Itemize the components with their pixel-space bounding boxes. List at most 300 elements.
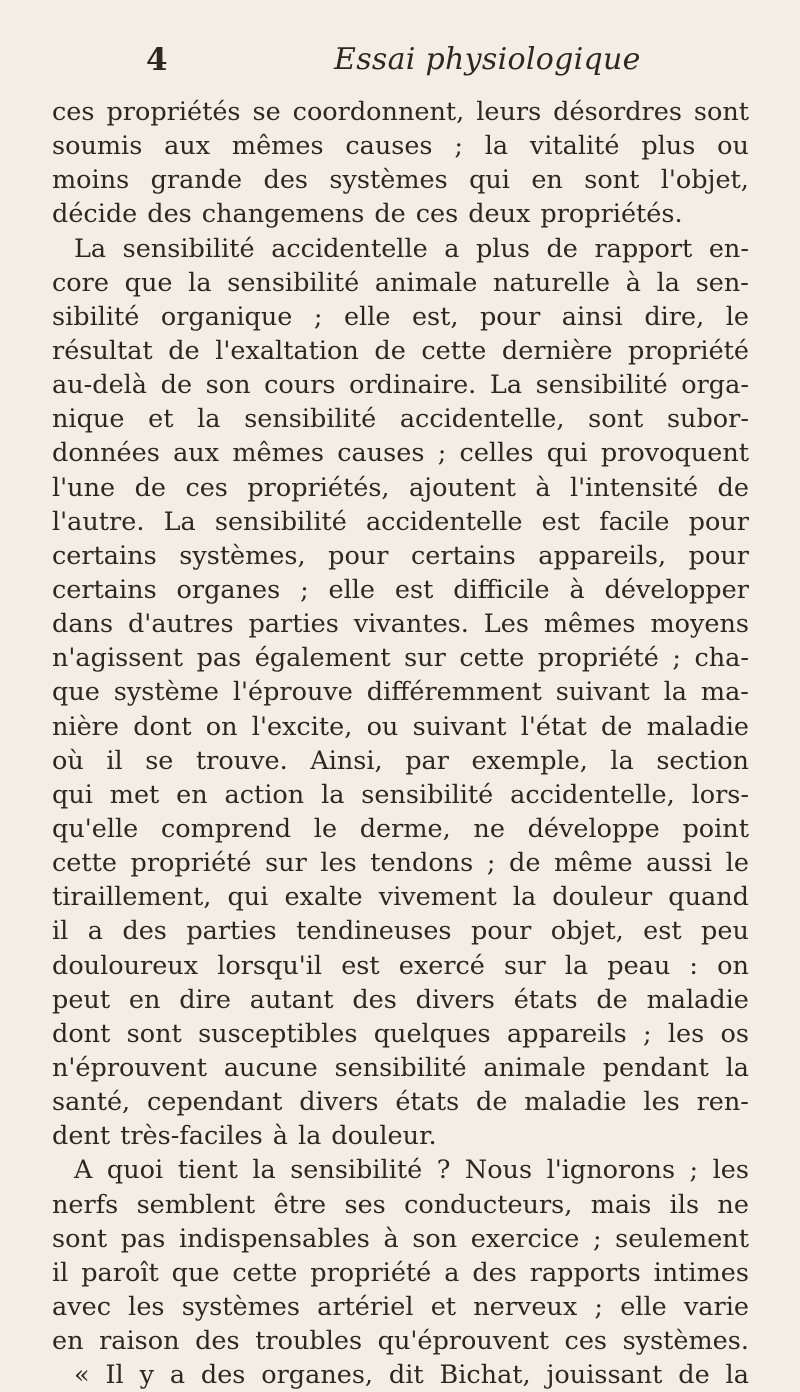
text-line xyxy=(52,914,749,948)
word: ; xyxy=(313,301,323,332)
word: des xyxy=(147,199,192,230)
word: derme, xyxy=(359,813,451,844)
text-line xyxy=(52,880,749,914)
word: sensibilité xyxy=(227,267,360,298)
word: paroît xyxy=(81,1257,159,1288)
word: leurs xyxy=(476,97,542,127)
word: ; xyxy=(486,848,496,879)
word: ne xyxy=(473,813,505,844)
word: qui xyxy=(546,438,588,469)
word: la xyxy=(656,267,680,298)
word: sur xyxy=(265,848,307,879)
word: peut xyxy=(52,984,111,1015)
word: ne xyxy=(717,1189,749,1220)
text-line xyxy=(52,675,749,709)
text-line xyxy=(52,573,749,607)
word: celles xyxy=(459,438,534,469)
word: orga- xyxy=(681,370,749,401)
word: plus xyxy=(475,233,530,264)
word: douloureux xyxy=(52,950,199,981)
word: son xyxy=(205,370,251,401)
word: cependant xyxy=(146,1087,283,1118)
word: l'objet, xyxy=(660,165,749,196)
word: ajoutent xyxy=(408,472,516,503)
word: systèmes, xyxy=(179,540,306,571)
word: est xyxy=(643,916,682,947)
word: la xyxy=(512,882,537,913)
word: également xyxy=(254,643,391,674)
word: exalte xyxy=(284,882,363,913)
word: la xyxy=(252,1155,276,1186)
word: ces xyxy=(185,472,228,503)
word: il xyxy=(106,745,123,776)
word: cette xyxy=(459,643,525,674)
word: exercice xyxy=(470,1223,580,1254)
word: lors- xyxy=(691,779,749,810)
word: mêmes xyxy=(231,131,324,162)
word: ma- xyxy=(700,677,749,708)
word: divers xyxy=(299,1087,379,1118)
word: à xyxy=(535,472,551,503)
text-line xyxy=(52,1153,749,1187)
word: d'autres xyxy=(127,609,234,640)
word: parties xyxy=(248,609,339,640)
word: core xyxy=(52,267,109,298)
text-line xyxy=(52,197,749,231)
word: douleur xyxy=(552,882,653,913)
word: vitalité xyxy=(529,131,620,162)
word: pour xyxy=(688,540,749,571)
word: ainsi xyxy=(561,301,623,332)
text-line xyxy=(52,949,749,983)
word: se xyxy=(145,745,174,776)
word: de xyxy=(134,472,166,503)
word: on xyxy=(205,711,238,742)
text-line xyxy=(52,641,749,675)
text-line xyxy=(52,1085,749,1119)
word: divers xyxy=(415,984,495,1015)
word: est xyxy=(394,574,434,605)
word: la xyxy=(663,677,688,708)
word: sont xyxy=(126,1018,182,1049)
word: causes xyxy=(345,131,433,162)
word: qui xyxy=(469,165,510,196)
text-line xyxy=(52,607,749,641)
word: point xyxy=(682,813,749,844)
word: La xyxy=(74,233,107,264)
word: propriétés xyxy=(106,97,241,127)
word: systèmes xyxy=(329,165,448,196)
word: causes xyxy=(337,438,425,469)
word: être xyxy=(273,1189,327,1220)
word: pour xyxy=(328,540,389,571)
word: propriétés, xyxy=(247,472,390,503)
word: ou xyxy=(717,131,749,162)
word: sen- xyxy=(695,267,749,298)
word: ces xyxy=(52,97,95,127)
word: développe xyxy=(527,813,660,844)
word: sont xyxy=(52,1223,108,1254)
text-line xyxy=(52,368,749,402)
word: la xyxy=(297,1121,322,1152)
word: rapport xyxy=(594,233,693,264)
word: la xyxy=(321,779,345,810)
word: ; xyxy=(437,438,447,469)
word: nerfs xyxy=(52,1189,119,1220)
word: à xyxy=(272,1121,288,1152)
word: conducteurs, xyxy=(404,1189,573,1220)
word: mêmes xyxy=(232,438,324,469)
word: aux xyxy=(173,438,220,469)
word: l'état xyxy=(520,711,587,742)
word: suivant xyxy=(412,711,507,742)
word: vivantes. xyxy=(353,609,469,640)
word: pour xyxy=(470,916,532,947)
running-head xyxy=(0,40,800,80)
word: tiraillement, xyxy=(52,882,212,913)
word: qui xyxy=(227,882,269,913)
word: à xyxy=(625,267,641,298)
word: résultat xyxy=(52,335,153,366)
word: ; xyxy=(300,574,309,605)
word: le xyxy=(725,301,749,332)
word: propriété xyxy=(310,1257,432,1288)
word: par xyxy=(405,745,449,776)
word: qu'éprouvent xyxy=(377,1326,549,1357)
word: que xyxy=(171,1257,220,1288)
word: développer xyxy=(604,574,749,605)
word: l'intensité xyxy=(569,472,699,503)
word: l'éprouve xyxy=(232,677,353,708)
word: appareils xyxy=(506,1018,627,1049)
word: elle xyxy=(343,301,391,332)
word: a xyxy=(87,916,103,947)
text-line xyxy=(52,1051,749,1085)
text-line xyxy=(52,744,749,778)
text-line xyxy=(52,163,749,197)
word: douleur. xyxy=(331,1121,437,1152)
word: ; xyxy=(594,1291,604,1322)
word: l'ignorons xyxy=(546,1155,676,1186)
text-line xyxy=(52,266,749,300)
word: Il xyxy=(105,1360,124,1391)
word: dit xyxy=(388,1360,424,1391)
word: et xyxy=(148,404,174,435)
word: cours xyxy=(264,370,336,401)
word: animale xyxy=(374,267,478,298)
word: changemens xyxy=(201,199,365,230)
word: la xyxy=(610,745,634,776)
word: intimes xyxy=(653,1257,749,1288)
word: ; xyxy=(592,1223,602,1254)
word: sensibilité xyxy=(334,1052,467,1083)
word: pour xyxy=(479,301,541,332)
word: accidentelle xyxy=(271,233,428,264)
word: les xyxy=(128,1291,165,1322)
word: a xyxy=(444,1257,460,1288)
text-line xyxy=(52,505,749,539)
word: sensibilité xyxy=(122,233,255,264)
text-line xyxy=(52,232,749,266)
word: sensibilité xyxy=(214,506,347,537)
word: les xyxy=(643,1087,680,1118)
word: aucune xyxy=(223,1052,318,1083)
word: appareils, xyxy=(538,540,667,571)
word: sont xyxy=(693,97,749,127)
word: de xyxy=(476,1087,508,1118)
word: ? xyxy=(436,1155,451,1186)
word: sensibilité xyxy=(244,404,377,435)
word: maladie xyxy=(646,984,749,1015)
word: avec xyxy=(52,1291,111,1322)
word: certains xyxy=(52,540,157,571)
word: au-delà xyxy=(52,370,148,401)
word: des xyxy=(122,916,167,947)
word: que xyxy=(124,267,173,298)
word: indispensables xyxy=(178,1223,370,1254)
word: l'excite, xyxy=(251,711,353,742)
word: tient xyxy=(177,1155,238,1186)
word: la xyxy=(564,950,589,981)
word: très-faciles xyxy=(120,1121,263,1152)
word: n'agissent xyxy=(52,643,184,674)
word: troubles xyxy=(255,1326,363,1357)
word: coordonnent, xyxy=(292,97,465,127)
word: ou xyxy=(366,711,399,742)
word: des xyxy=(352,984,397,1015)
word: en xyxy=(176,779,208,810)
word: organique xyxy=(160,301,293,332)
body-text xyxy=(52,95,749,1392)
word: exemple, xyxy=(471,745,588,776)
word: système xyxy=(113,677,219,708)
word: de xyxy=(374,335,406,366)
word: de xyxy=(717,472,749,503)
word: des xyxy=(472,1257,517,1288)
word: : xyxy=(689,950,699,981)
word: où xyxy=(52,745,84,776)
word: ordinaire. xyxy=(349,370,477,401)
word: en xyxy=(128,984,161,1015)
word: quoi xyxy=(106,1155,164,1186)
word: pour xyxy=(688,506,749,537)
word: le xyxy=(725,848,749,879)
word: facile xyxy=(599,506,670,537)
word: qui xyxy=(52,779,93,810)
word: de xyxy=(509,848,541,879)
word: action xyxy=(224,779,305,810)
word: de xyxy=(160,370,193,401)
word: y xyxy=(139,1360,154,1391)
text-line xyxy=(52,1256,749,1290)
word: nière xyxy=(52,711,119,742)
word: dire xyxy=(179,984,231,1015)
word: peu xyxy=(701,916,749,947)
word: des xyxy=(195,1326,240,1357)
word: ren- xyxy=(696,1087,749,1118)
word: son xyxy=(412,1223,458,1254)
word: quelques xyxy=(373,1018,491,1049)
word: cette xyxy=(232,1257,298,1288)
word: propriétés. xyxy=(540,199,683,230)
text-line xyxy=(52,812,749,846)
word: cette xyxy=(421,335,487,366)
word: systèmes. xyxy=(622,1326,749,1357)
word: l'une xyxy=(52,472,116,503)
word: même xyxy=(554,848,633,879)
word: jouissant xyxy=(546,1360,663,1391)
word: les xyxy=(320,848,357,879)
word: est, xyxy=(411,301,459,332)
word: tendons xyxy=(370,848,474,879)
word: l'exaltation xyxy=(215,335,359,366)
word: quand xyxy=(668,882,749,913)
word: Nous xyxy=(464,1155,533,1186)
word: autant xyxy=(249,984,334,1015)
word: maladie xyxy=(646,711,749,742)
word: comprend xyxy=(160,813,292,844)
word: maladie xyxy=(524,1087,627,1118)
word: elle xyxy=(328,574,376,605)
word: met xyxy=(109,779,160,810)
word: qu'elle xyxy=(52,813,139,844)
word: sensibilité xyxy=(535,370,668,401)
word: rapports xyxy=(529,1257,641,1288)
word: il xyxy=(52,1257,69,1288)
word: de xyxy=(168,335,200,366)
word: ses xyxy=(344,1189,386,1220)
word: ; xyxy=(454,131,463,162)
word: sont xyxy=(584,165,640,196)
word: os xyxy=(720,1018,749,1049)
word: à xyxy=(383,1223,399,1254)
word: données xyxy=(52,438,160,469)
word: la xyxy=(188,267,212,298)
word: de xyxy=(596,984,628,1015)
word: organes, xyxy=(261,1360,374,1391)
word: mais xyxy=(590,1189,652,1220)
word: différemment xyxy=(366,677,542,708)
word: états xyxy=(395,1087,460,1118)
word: sont xyxy=(588,404,644,435)
word: Bichat, xyxy=(439,1360,531,1391)
word: susceptibles xyxy=(198,1018,358,1049)
word: décide xyxy=(52,199,138,230)
word: de xyxy=(374,199,406,230)
word: accidentelle, xyxy=(399,404,565,435)
word: varie xyxy=(683,1291,749,1322)
word: trouve. xyxy=(195,745,288,776)
word: nique xyxy=(52,404,125,435)
word: propriété xyxy=(537,643,659,674)
word: sur xyxy=(404,643,446,674)
word: dont xyxy=(52,1018,111,1049)
word: dire, xyxy=(644,301,705,332)
word: accidentelle, xyxy=(510,779,675,810)
word: pas xyxy=(196,643,242,674)
text-line xyxy=(52,1222,749,1256)
word: a xyxy=(444,233,460,264)
word: le xyxy=(313,813,338,844)
word: semblent xyxy=(136,1189,256,1220)
text-line xyxy=(52,539,749,573)
word: que xyxy=(52,677,100,708)
word: ; xyxy=(689,1155,699,1186)
text-line xyxy=(52,1358,749,1392)
text-line xyxy=(52,436,749,470)
word: sensibilité xyxy=(290,1155,423,1186)
word: ; xyxy=(672,643,681,674)
word: en xyxy=(531,165,563,196)
word: sur xyxy=(503,950,546,981)
word: pas xyxy=(120,1223,166,1254)
word: artériel xyxy=(317,1291,414,1322)
word: la xyxy=(725,1360,749,1391)
word: ; xyxy=(642,1018,652,1049)
text-line xyxy=(52,710,749,744)
word: certains xyxy=(52,574,157,605)
word: elle xyxy=(620,1291,667,1322)
word: cha- xyxy=(694,643,749,674)
word: on xyxy=(717,950,749,981)
word: propriété xyxy=(628,335,749,366)
word: sensibilité xyxy=(361,779,494,810)
text-line xyxy=(52,1119,749,1153)
word: Ainsi, xyxy=(310,745,383,776)
word: la xyxy=(484,131,509,162)
word: dernière xyxy=(501,335,613,366)
word: des xyxy=(263,165,309,196)
text-line xyxy=(52,778,749,812)
word: santé, xyxy=(52,1087,131,1118)
word: A xyxy=(74,1155,93,1186)
word: nerveux xyxy=(473,1291,578,1322)
text-line xyxy=(52,1324,749,1358)
word: lorsqu'il xyxy=(217,950,323,981)
word: La xyxy=(163,506,196,537)
word: animale xyxy=(483,1052,586,1083)
word: est xyxy=(341,950,380,981)
word: ces xyxy=(415,199,459,230)
word: mêmes xyxy=(543,609,636,640)
word: de xyxy=(678,1360,710,1391)
word: Les xyxy=(483,609,529,640)
word: aussi xyxy=(646,848,713,879)
text-line xyxy=(52,471,749,505)
word: la xyxy=(197,404,221,435)
word: en- xyxy=(708,233,749,264)
word: parties xyxy=(186,916,277,947)
page-number: 4 xyxy=(146,42,168,78)
word: objet, xyxy=(550,916,624,947)
word: de xyxy=(600,711,633,742)
word: suivant xyxy=(555,677,650,708)
word: n'éprouvent xyxy=(52,1052,207,1083)
word: à xyxy=(569,574,585,605)
word: deux xyxy=(468,199,531,230)
running-title: Essai physiologique xyxy=(334,42,641,77)
word: cette xyxy=(52,848,117,879)
word: soumis xyxy=(52,131,143,162)
word: les xyxy=(712,1155,749,1186)
word: ces xyxy=(564,1326,607,1357)
word: aux xyxy=(164,131,211,162)
word: seulement xyxy=(615,1223,749,1254)
word: dont xyxy=(133,711,192,742)
word: moins xyxy=(52,165,130,196)
text-line xyxy=(52,129,749,163)
word: tendineuses xyxy=(296,916,452,947)
